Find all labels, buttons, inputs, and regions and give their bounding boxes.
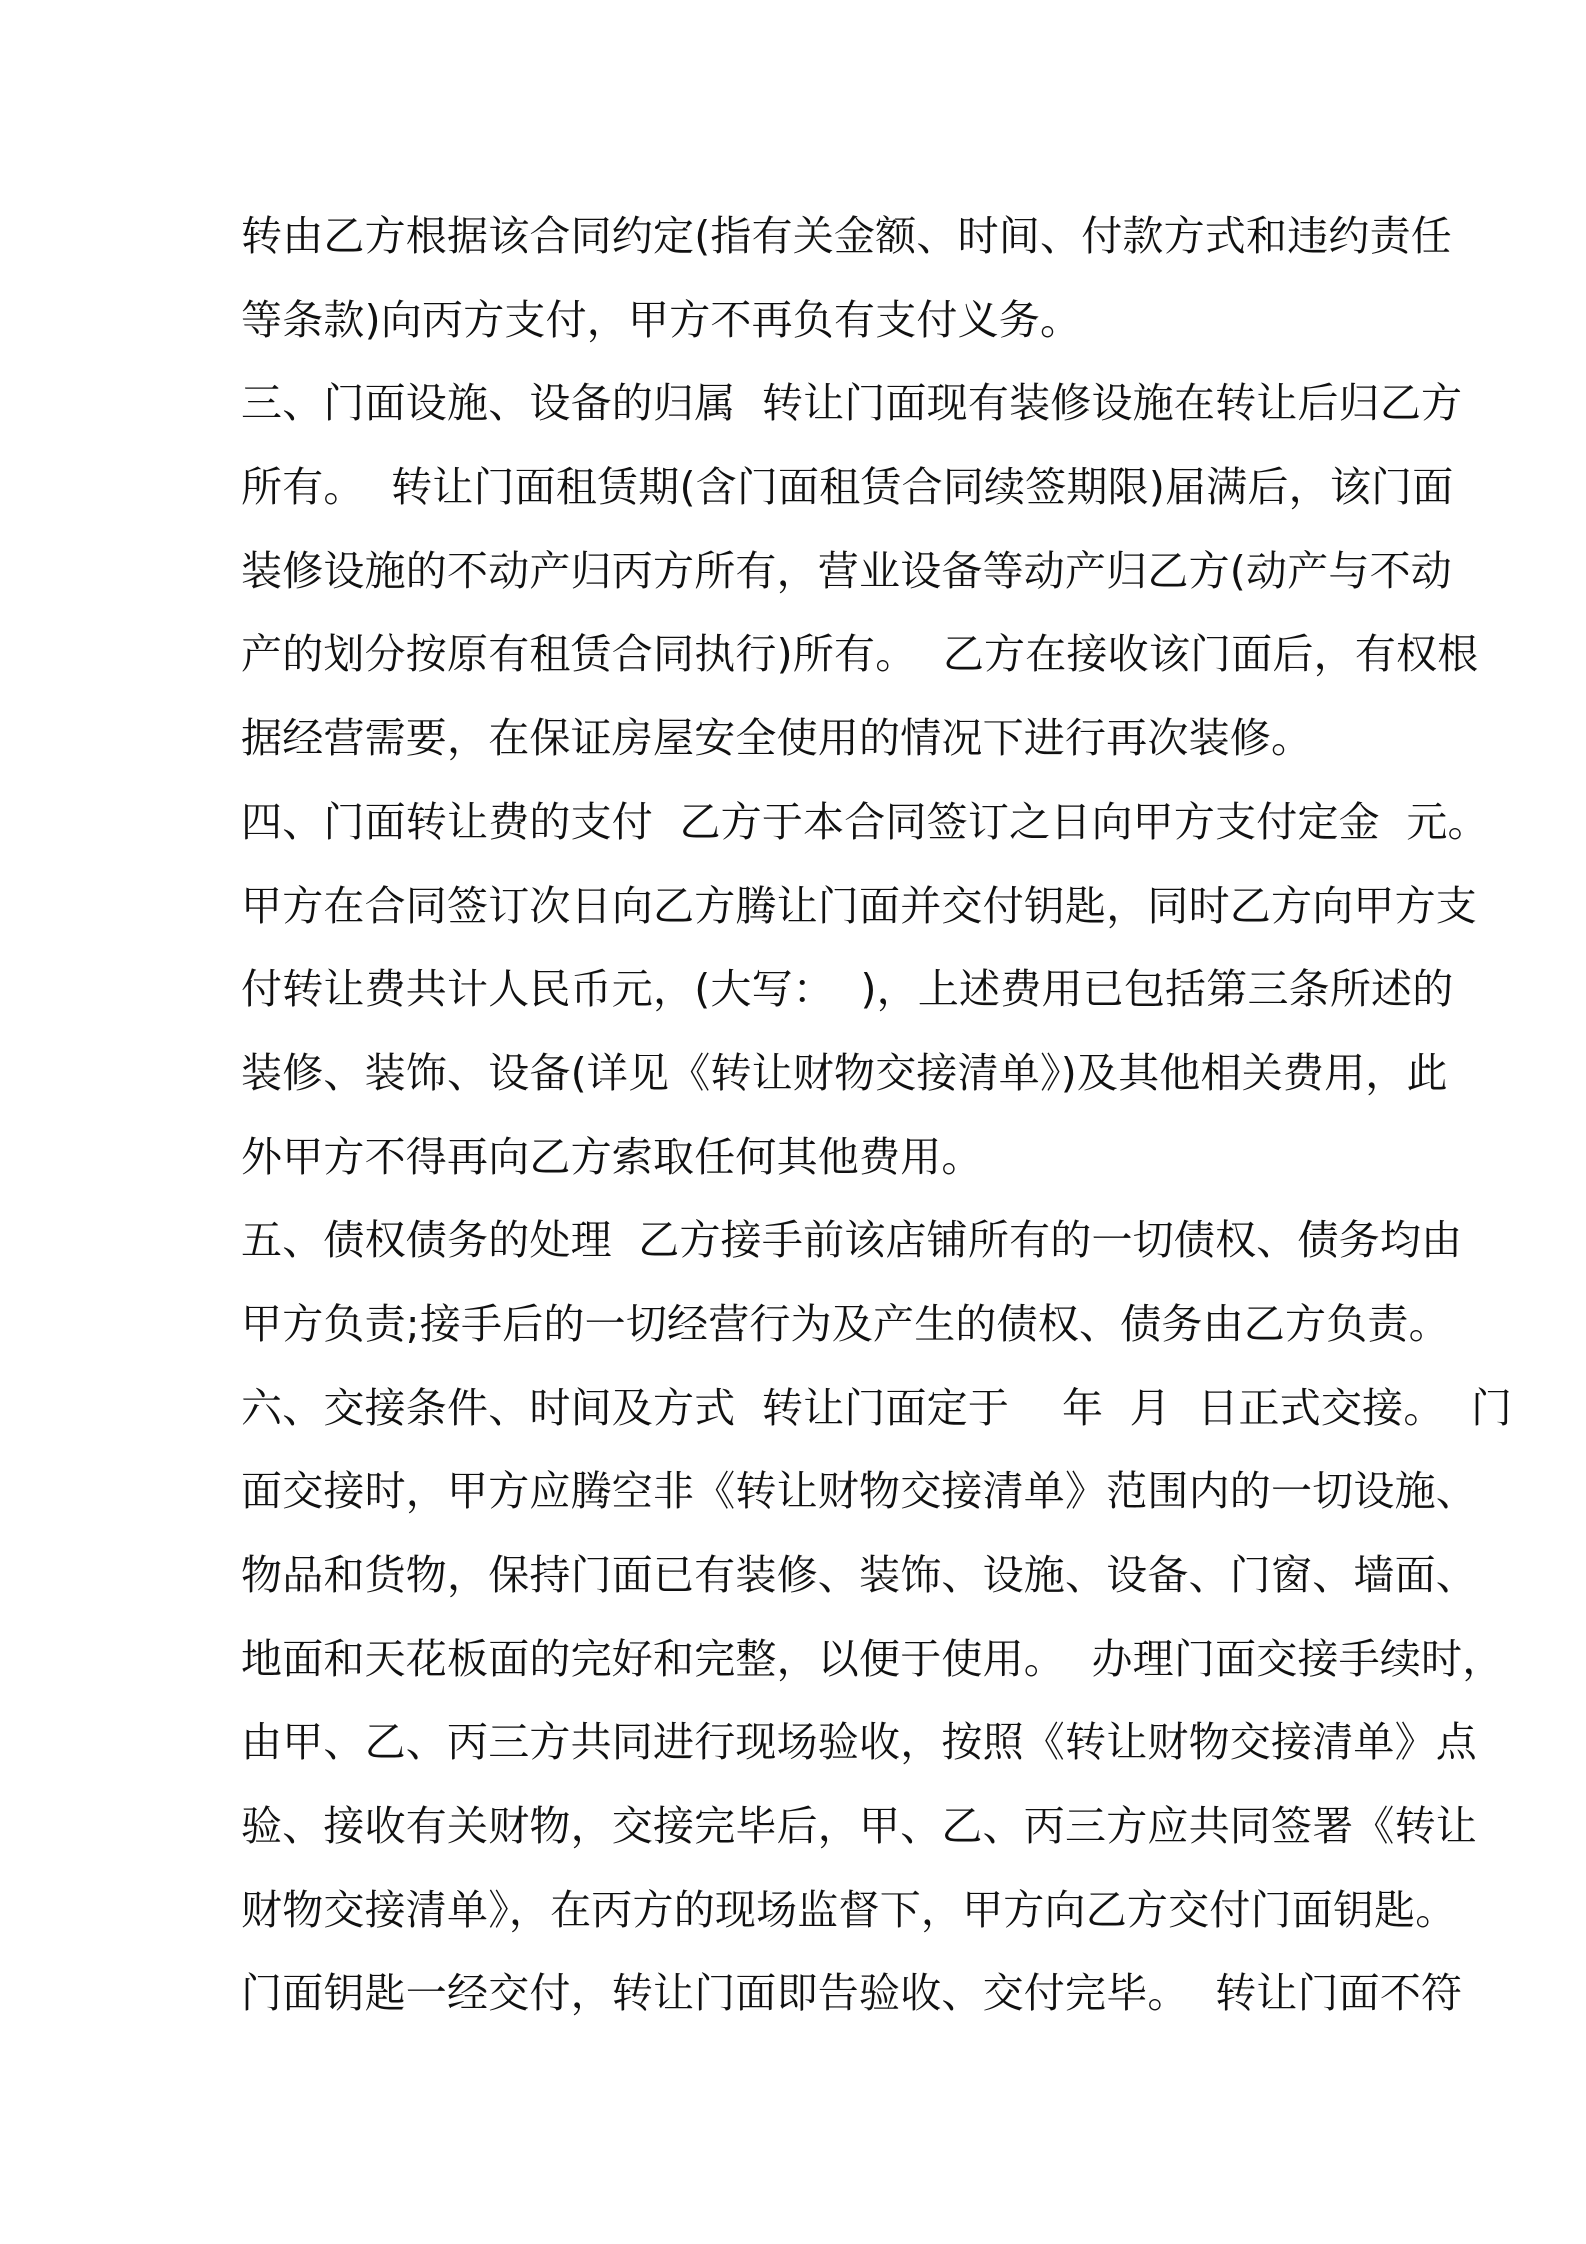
text-line: 地面和天花板面的完好和完整，以便于使用。 办理门面交接手续时， — [241, 1634, 1504, 1683]
text-line: 五、债权债务的处理 乙方接手前该店铺所有的一切债权、债务均由 — [241, 1216, 1463, 1265]
text-line: 由甲、乙、丙三方共同进行现场验收，按照《转让财物交接清单》点 — [241, 1718, 1477, 1767]
text-line: 面交接时，甲方应腾空非《转让财物交接清单》范围内的一切设施、 — [241, 1467, 1477, 1516]
text-line: 装修、装饰、设备(详见《转让财物交接清单》)及其他相关费用，此 — [241, 1048, 1448, 1097]
text-line: 甲方负责;接手后的一切经营行为及产生的债权、债务由乙方负责。 — [241, 1299, 1450, 1348]
text-line: 六、交接条件、时间及方式 转让门面定于 年 月 日正式交接。 门 — [241, 1383, 1513, 1432]
contract-body — [241, 195, 1513, 2036]
text-line: 据经营需要，在保证房屋安全使用的情况下进行再次装修。 — [241, 714, 1313, 763]
text-line: 验、接收有关财物，交接完毕后，甲、乙、丙三方应共同签署《转让 — [241, 1802, 1477, 1851]
text-line: 所有。 转让门面租赁期(含门面租赁合同续签期限)届满后，该门面 — [241, 463, 1454, 512]
text-line: 物品和货物，保持门面已有装修、装饰、设施、设备、门窗、墙面、 — [241, 1551, 1477, 1599]
text-line: 甲方在合同签订次日向乙方腾让门面并交付钥匙，同时乙方向甲方支 — [241, 881, 1477, 930]
text-line: 四、门面转让费的支付 乙方于本合同签订之日向甲方支付定金 元。 — [241, 797, 1489, 846]
text-line: 外甲方不得再向乙方索取任何其他费用。 — [241, 1132, 983, 1181]
text-line: 装修设施的不动产归丙方所有，营业设备等动产归乙方(动产与不动 — [241, 546, 1452, 595]
text-line: 付转让费共计人民币元，(大写： )，上述费用已包括第三条所述的 — [241, 965, 1454, 1014]
text-line: 三、门面设施、设备的归属 转让门面现有装修设施在转让后归乙方 — [241, 379, 1463, 428]
text-line: 财物交接清单》，在丙方的现场监督下，甲方向乙方交付门面钥匙。 — [241, 1885, 1457, 1934]
text-line: 门面钥匙一经交付，转让门面即告验收、交付完毕。 转让门面不符 — [241, 1969, 1463, 2018]
text-line: 转由乙方根据该合同约定(指有关金额、时间、付款方式和违约责任 — [241, 212, 1452, 260]
text-line: 等条款)向丙方支付，甲方不再负有支付义务。 — [241, 295, 1082, 344]
text-line: 产的划分按原有租赁合同执行)所有。 乙方在接收该门面后，有权根 — [241, 630, 1479, 679]
